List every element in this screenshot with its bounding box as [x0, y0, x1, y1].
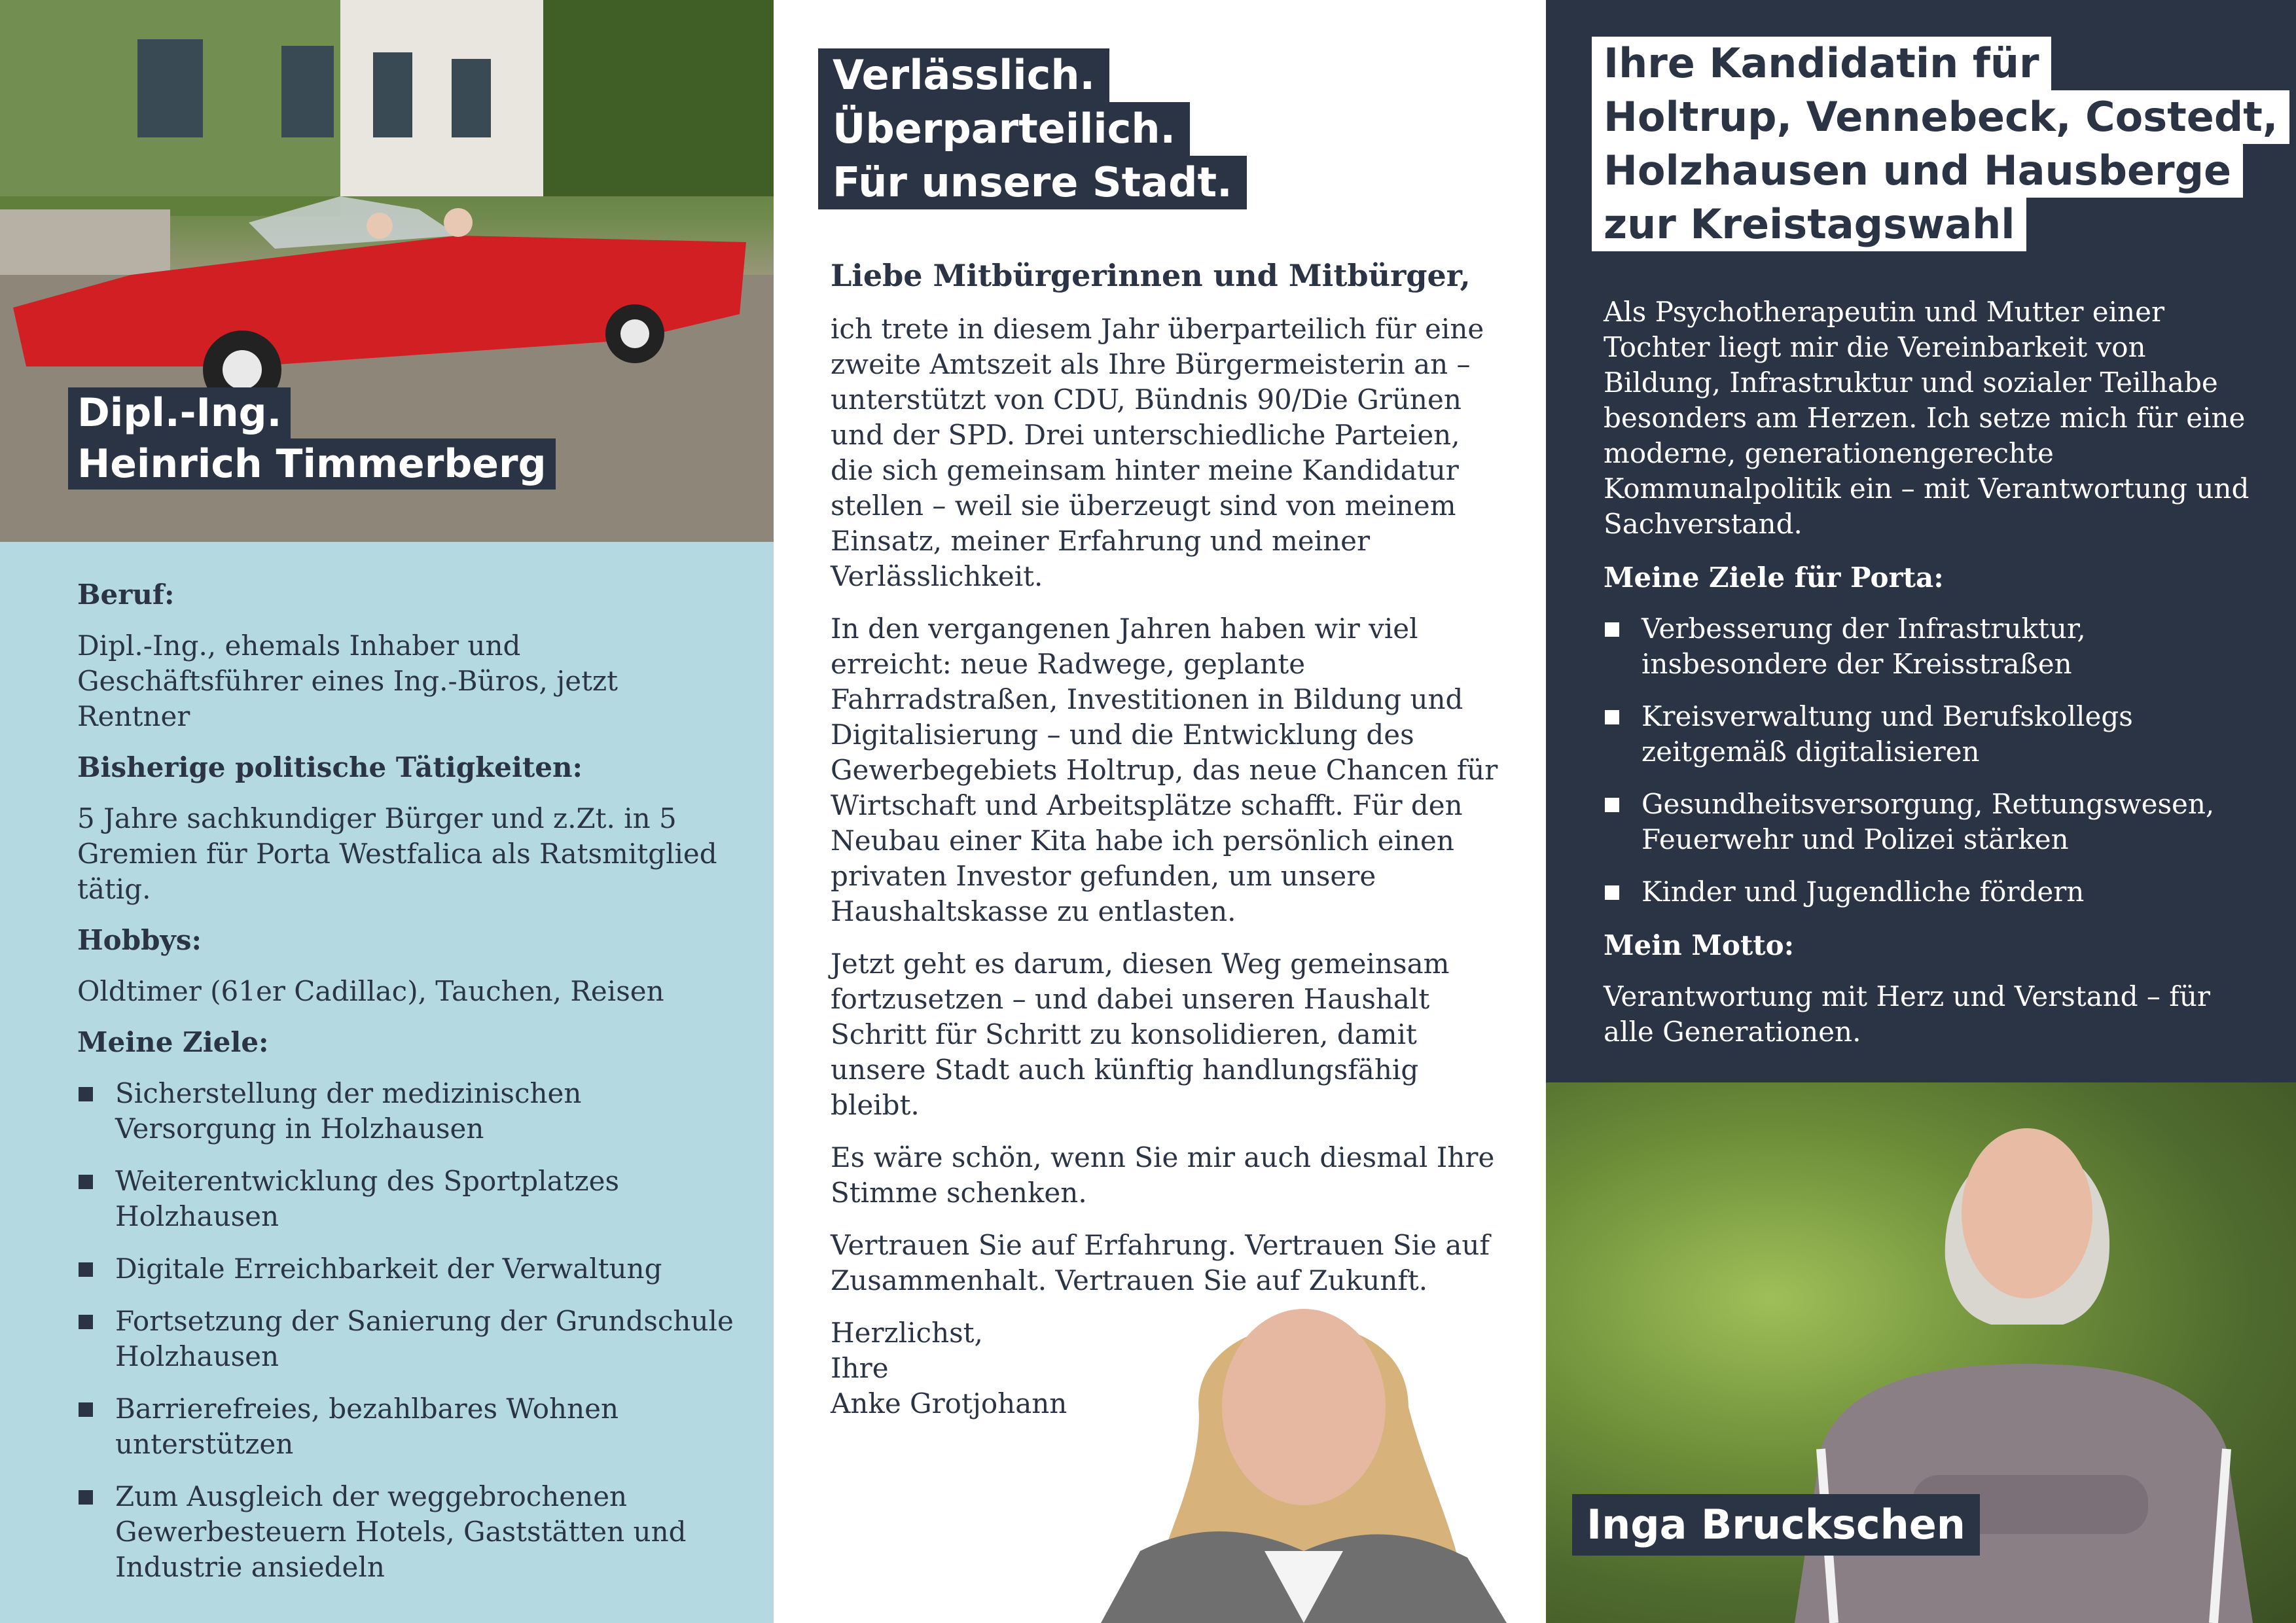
- inga-name: Inga Bruckschen: [1587, 1501, 1965, 1548]
- politik-text: 5 Jahre sachkundiger Bürger und z.Zt. in 5 Gremien für Porta Westfalica als Ratsmitglied tätig.: [77, 802, 717, 905]
- list-item: Fortsetzung der Sanierung der Grundschule Holzhausen: [77, 1304, 738, 1374]
- beruf-text: Dipl.-Ing., ehemals Inhaber und Geschäftsführer eines Ing.-Büros, jetzt Rentner: [77, 630, 619, 732]
- list-item: Verbesserung der Infrastruktur, insbesondere der Kreisstraßen: [1604, 611, 2265, 682]
- left-info: [77, 576, 738, 1602]
- candidate-name: Heinrich Timmerberg: [68, 438, 556, 490]
- ziele-heading: Meine Ziele:: [77, 1026, 269, 1058]
- list-item: Gesundheitsversorgung, Rettungswesen, Feuerwehr und Polizei stärken: [1604, 787, 2265, 857]
- headline-line-1: Ihre Kandidatin für: [1592, 37, 2051, 90]
- letter-paragraph: Vertrauen Sie auf Erfahrung. Vertrauen Sie auf Zusammenhalt. Vertrauen Sie auf Zukunft.: [831, 1229, 1490, 1296]
- anke-portrait-illustration: [1101, 1276, 1520, 1623]
- letter-paragraph: Jetzt geht es darum, diesen Weg gemeinsam fortzusetzen – und dabei unseren Haushalt Schritt für Schritt zu konsolidieren, damit unsere Stadt auch künftig handlungsfähig bleibt.: [831, 948, 1450, 1121]
- intro-text: Als Psychotherapeutin und Mutter einer Tochter liegt mir die Vereinbarkeit von Bildung, Infrastruktur und sozialer Teilhabe besonders am Herzen. Ich setze mich für eine moderne, generationengerechte Kommunalpolitik ein – mit Verantwortung und Sachverstand.: [1604, 296, 2250, 540]
- list-item: Zum Ausgleich der weggebrochenen Gewerbesteuern Hotels, Gaststätten und Industrie ansiedeln: [77, 1479, 738, 1585]
- closing-line: Ihre: [831, 1352, 889, 1384]
- left-goals-list: [77, 1076, 738, 1585]
- politik-heading: Bisherige politische Tätigkeiten:: [77, 751, 583, 783]
- right-goals-list: [1604, 611, 2265, 910]
- letter-paragraph: ich trete in diesem Jahr überparteilich für eine zweite Amtszeit als Ihre Bürgermeisterin an – unterstützt von CDU, Bündnis 90/Die Grünen und der SPD. Drei unterschiedliche Parteien, die sich gemeinsam hinter meine Kandidatur stellen – weil sie überzeugt sind von meinem Einsatz, meiner Erfahrung und meiner Verlässlichkeit.: [831, 313, 1484, 592]
- beruf-heading: Beruf:: [77, 579, 175, 611]
- slogan-line-3: Für unsere Stadt.: [818, 156, 1247, 209]
- headline-line-3: Holzhausen und Hausberge: [1592, 144, 2243, 198]
- list-item: Weiterentwicklung des Sportplatzes Holzhausen: [77, 1164, 738, 1234]
- list-item: Digitale Erreichbarkeit der Verwaltung: [77, 1251, 738, 1287]
- middle-panel: [774, 0, 1546, 1623]
- greeting: Liebe Mitbürgerinnen und Mitbürger,: [831, 258, 1471, 293]
- list-item: Kreisverwaltung und Berufskollegs zeitgemäß digitalisieren: [1604, 699, 2265, 770]
- ziele-porta-heading: Meine Ziele für Porta:: [1604, 562, 1944, 594]
- hobbys-text: Oldtimer (61er Cadillac), Tauchen, Reisen: [77, 975, 664, 1007]
- list-item: Sicherstellung der medizinischen Versorgung in Holzhausen: [77, 1076, 738, 1147]
- letter-paragraph: In den vergangenen Jahren haben wir viel erreicht: neue Radwege, geplante Fahrradstraßen, Investitionen in Bildung und Digitalisierung – und die Entwicklung des Gewerbegebiets Holtrup, das neue Chancen für Wirtschaft und Arbeitsplätze schafft. Für den Neubau einer Kita habe ich persönlich einen privaten Investor gefunden, um unsere Haushaltskasse zu entlasten.: [831, 613, 1498, 927]
- candidate-name-label: [65, 383, 774, 493]
- signature-name: Anke Grotjohann: [831, 1387, 1067, 1419]
- headline-line-4: zur Kreistagswahl: [1592, 198, 2026, 251]
- slogan-line-1: Verlässlich.: [818, 48, 1109, 102]
- right-info: [1604, 294, 2265, 1050]
- letter: [831, 257, 1505, 1421]
- candidate-title: Dipl.-Ing.: [68, 387, 291, 438]
- motto-heading: Mein Motto:: [1604, 929, 1795, 961]
- list-item: Kinder und Jugendliche fördern: [1604, 874, 2265, 910]
- slogan: [818, 48, 1247, 209]
- hobbys-heading: Hobbys:: [77, 924, 202, 956]
- right-panel: [1546, 0, 2296, 1623]
- right-headline: [1592, 37, 2289, 251]
- anke-portrait: [1101, 1276, 1520, 1623]
- inga-name-label: [1572, 1494, 1980, 1556]
- slogan-line-2: Überparteilich.: [818, 102, 1190, 156]
- list-item: Barrierefreies, bezahlbares Wohnen unterstützen: [77, 1391, 738, 1462]
- closing-line: Herzlichst,: [831, 1317, 983, 1349]
- left-panel: [0, 0, 774, 1623]
- headline-line-2: Holtrup, Vennebeck, Costedt,: [1592, 90, 2289, 144]
- letter-paragraph: Es wäre schön, wenn Sie mir auch diesmal Ihre Stimme schenken.: [831, 1141, 1495, 1209]
- motto-text: Verantwortung mit Herz und Verstand – für alle Generationen.: [1604, 980, 2210, 1048]
